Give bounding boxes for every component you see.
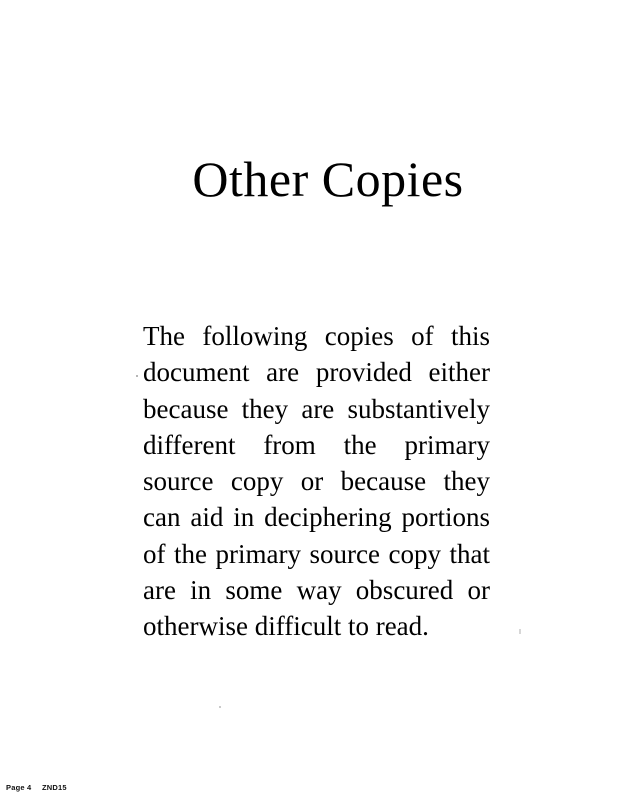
footer-page-label: Page 4 [6, 783, 32, 792]
footer-identifier: ZND15 [41, 783, 67, 792]
scan-speck-icon [136, 375, 138, 377]
page-title: Other Copies [192, 150, 464, 207]
scan-speck-icon [519, 629, 521, 634]
body-text-block [143, 318, 490, 645]
body-paragraph: The following copies of this document are provided either because they are substantively different from the primary source copy or because they can aid in deciphering portions of the primary source copy that are in some way obscured or otherwise difficult to read. [143, 321, 490, 642]
scan-speck-icon [219, 706, 221, 708]
page-footer [6, 783, 67, 792]
